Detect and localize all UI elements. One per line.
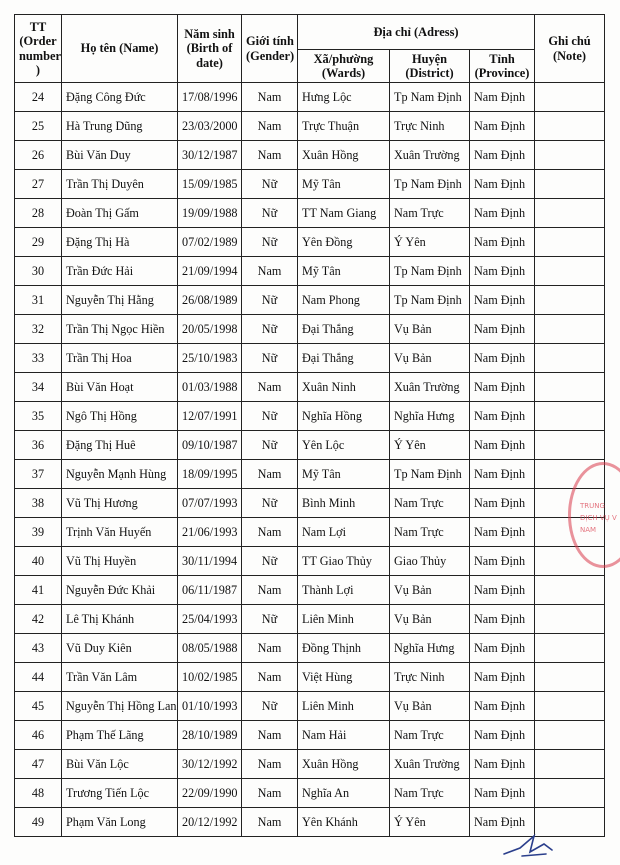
ward-cell: Nam Hải	[298, 721, 390, 750]
table-row	[15, 576, 605, 605]
province-cell: Nam Định	[470, 547, 535, 576]
ward-cell: Nghĩa Hồng	[298, 402, 390, 431]
name-cell: Ngô Thị Hồng	[62, 402, 178, 431]
name-cell: Nguyễn Thị Hồng Lan	[62, 692, 178, 721]
province-cell: Nam Định	[470, 431, 535, 460]
name-cell: Vũ Thị Huyền	[62, 547, 178, 576]
table-row	[15, 199, 605, 228]
table-row	[15, 257, 605, 286]
ward-cell: Hưng Lộc	[298, 83, 390, 112]
ward-cell: Liên Minh	[298, 692, 390, 721]
table-row	[15, 460, 605, 489]
district-cell: Xuân Trường	[390, 141, 470, 170]
table-row	[15, 721, 605, 750]
birth-date-cell: 21/06/1993	[178, 518, 242, 547]
ward-cell: Đồng Thịnh	[298, 634, 390, 663]
table-row	[15, 518, 605, 547]
province-cell: Nam Định	[470, 373, 535, 402]
table-row	[15, 663, 605, 692]
district-cell: Vụ Bản	[390, 605, 470, 634]
province-cell: Nam Định	[470, 460, 535, 489]
name-cell: Phạm Thế Lãng	[62, 721, 178, 750]
order-number-cell: 45	[15, 692, 62, 721]
province-cell: Nam Định	[470, 228, 535, 257]
note-cell	[535, 750, 605, 779]
name-cell: Bùi Văn Hoạt	[62, 373, 178, 402]
ward-cell: Xuân Hồng	[298, 750, 390, 779]
header-birth-date: Năm sinh (Birth of date)	[178, 15, 242, 83]
order-number-cell: 41	[15, 576, 62, 605]
gender-cell: Nữ	[242, 228, 298, 257]
name-cell: Vũ Thị Hương	[62, 489, 178, 518]
gender-cell: Nam	[242, 721, 298, 750]
order-number-cell: 38	[15, 489, 62, 518]
ward-cell: Yên Khánh	[298, 808, 390, 837]
province-cell: Nam Định	[470, 112, 535, 141]
ward-cell: TT Nam Giang	[298, 199, 390, 228]
name-cell: Bùi Văn Lộc	[62, 750, 178, 779]
header-note: Ghi chú (Note)	[535, 15, 605, 83]
province-cell: Nam Định	[470, 721, 535, 750]
gender-cell: Nam	[242, 576, 298, 605]
province-cell: Nam Định	[470, 605, 535, 634]
ward-cell: Nam Phong	[298, 286, 390, 315]
order-number-cell: 49	[15, 808, 62, 837]
name-cell: Trương Tiến Lộc	[62, 779, 178, 808]
birth-date-cell: 28/10/1989	[178, 721, 242, 750]
ward-cell: Việt Hùng	[298, 663, 390, 692]
order-number-cell: 33	[15, 344, 62, 373]
birth-date-cell: 20/05/1998	[178, 315, 242, 344]
gender-cell: Nam	[242, 750, 298, 779]
order-number-cell: 35	[15, 402, 62, 431]
province-cell: Nam Định	[470, 634, 535, 663]
district-cell: Nam Trực	[390, 721, 470, 750]
table-row	[15, 779, 605, 808]
name-cell: Phạm Văn Long	[62, 808, 178, 837]
birth-date-cell: 17/08/1996	[178, 83, 242, 112]
province-cell: Nam Định	[470, 199, 535, 228]
province-cell: Nam Định	[470, 141, 535, 170]
note-cell	[535, 721, 605, 750]
birth-date-cell: 30/11/1994	[178, 547, 242, 576]
birth-date-cell: 20/12/1992	[178, 808, 242, 837]
province-cell: Nam Định	[470, 779, 535, 808]
district-cell: Nam Trực	[390, 199, 470, 228]
order-number-cell: 42	[15, 605, 62, 634]
note-cell	[535, 228, 605, 257]
gender-cell: Nam	[242, 141, 298, 170]
table-row	[15, 83, 605, 112]
gender-cell: Nam	[242, 460, 298, 489]
name-cell: Vũ Duy Kiên	[62, 634, 178, 663]
birth-date-cell: 23/03/2000	[178, 112, 242, 141]
table-row	[15, 344, 605, 373]
name-cell: Nguyễn Thị Hằng	[62, 286, 178, 315]
order-number-cell: 48	[15, 779, 62, 808]
gender-cell: Nam	[242, 373, 298, 402]
name-cell: Trần Thị Hoa	[62, 344, 178, 373]
ward-cell: Thành Lợi	[298, 576, 390, 605]
note-cell	[535, 634, 605, 663]
gender-cell: Nữ	[242, 692, 298, 721]
table-row	[15, 315, 605, 344]
note-cell	[535, 112, 605, 141]
ward-cell: Trực Thuận	[298, 112, 390, 141]
birth-date-cell: 26/08/1989	[178, 286, 242, 315]
order-number-cell: 24	[15, 83, 62, 112]
birth-date-cell: 07/02/1989	[178, 228, 242, 257]
gender-cell: Nữ	[242, 199, 298, 228]
note-cell	[535, 315, 605, 344]
province-cell: Nam Định	[470, 692, 535, 721]
district-cell: Tp Nam Định	[390, 286, 470, 315]
table-row	[15, 489, 605, 518]
ward-cell: Liên Minh	[298, 605, 390, 634]
ward-cell: Đại Thắng	[298, 344, 390, 373]
district-cell: Nghĩa Hưng	[390, 402, 470, 431]
birth-date-cell: 30/12/1992	[178, 750, 242, 779]
name-cell: Trần Văn Lâm	[62, 663, 178, 692]
gender-cell: Nam	[242, 779, 298, 808]
province-cell: Nam Định	[470, 663, 535, 692]
ward-cell: Yên Đồng	[298, 228, 390, 257]
birth-date-cell: 09/10/1987	[178, 431, 242, 460]
district-cell: Tp Nam Định	[390, 460, 470, 489]
order-number-cell: 46	[15, 721, 62, 750]
table-row	[15, 605, 605, 634]
district-cell: Giao Thủy	[390, 547, 470, 576]
district-cell: Xuân Trường	[390, 750, 470, 779]
note-cell	[535, 402, 605, 431]
birth-date-cell: 01/03/1988	[178, 373, 242, 402]
gender-cell: Nam	[242, 634, 298, 663]
header-row-1	[15, 15, 605, 50]
birth-date-cell: 18/09/1995	[178, 460, 242, 489]
birth-date-cell: 10/02/1985	[178, 663, 242, 692]
province-cell: Nam Định	[470, 808, 535, 837]
table-row	[15, 692, 605, 721]
note-cell	[535, 779, 605, 808]
order-number-cell: 43	[15, 634, 62, 663]
province-cell: Nam Định	[470, 170, 535, 199]
note-cell	[535, 257, 605, 286]
order-number-cell: 25	[15, 112, 62, 141]
province-cell: Nam Định	[470, 489, 535, 518]
district-cell: Vụ Bản	[390, 315, 470, 344]
gender-cell: Nữ	[242, 547, 298, 576]
district-cell: Nam Trực	[390, 779, 470, 808]
district-cell: Ý Yên	[390, 808, 470, 837]
gender-cell: Nữ	[242, 605, 298, 634]
ward-cell: Mỹ Tân	[298, 170, 390, 199]
order-number-cell: 34	[15, 373, 62, 402]
gender-cell: Nam	[242, 112, 298, 141]
header-name: Họ tên (Name)	[62, 15, 178, 83]
gender-cell: Nữ	[242, 402, 298, 431]
ward-cell: Mỹ Tân	[298, 460, 390, 489]
birth-date-cell: 25/04/1993	[178, 605, 242, 634]
gender-cell: Nữ	[242, 489, 298, 518]
order-number-cell: 26	[15, 141, 62, 170]
gender-cell: Nữ	[242, 286, 298, 315]
table-row	[15, 750, 605, 779]
name-cell: Lê Thị Khánh	[62, 605, 178, 634]
birth-date-cell: 30/12/1987	[178, 141, 242, 170]
district-cell: Vụ Bản	[390, 692, 470, 721]
order-number-cell: 30	[15, 257, 62, 286]
order-number-cell: 47	[15, 750, 62, 779]
header-order-number: TT (Order number )	[15, 15, 62, 83]
name-cell: Trần Thị Duyên	[62, 170, 178, 199]
name-cell: Đặng Công Đức	[62, 83, 178, 112]
table-row	[15, 228, 605, 257]
province-cell: Nam Định	[470, 286, 535, 315]
table-row	[15, 547, 605, 576]
gender-cell: Nữ	[242, 344, 298, 373]
ward-cell: Xuân Hồng	[298, 141, 390, 170]
province-cell: Nam Định	[470, 344, 535, 373]
district-cell: Tp Nam Định	[390, 170, 470, 199]
name-cell: Đặng Thị Huê	[62, 431, 178, 460]
name-cell: Trịnh Văn Huyến	[62, 518, 178, 547]
table-row	[15, 402, 605, 431]
district-cell: Vụ Bản	[390, 344, 470, 373]
signature-mark	[500, 830, 560, 860]
name-cell: Bùi Văn Duy	[62, 141, 178, 170]
note-cell	[535, 692, 605, 721]
birth-date-cell: 12/07/1991	[178, 402, 242, 431]
ward-cell: Mỹ Tân	[298, 257, 390, 286]
name-cell: Trần Thị Ngọc Hiền	[62, 315, 178, 344]
note-cell	[535, 83, 605, 112]
birth-date-cell: 19/09/1988	[178, 199, 242, 228]
name-cell: Nguyễn Đức Khải	[62, 576, 178, 605]
roster-table	[14, 14, 605, 837]
order-number-cell: 36	[15, 431, 62, 460]
gender-cell: Nữ	[242, 431, 298, 460]
note-cell	[535, 344, 605, 373]
gender-cell: Nữ	[242, 315, 298, 344]
header-province: Tỉnh (Province)	[470, 50, 535, 83]
birth-date-cell: 25/10/1983	[178, 344, 242, 373]
birth-date-cell: 22/09/1990	[178, 779, 242, 808]
gender-cell: Nữ	[242, 170, 298, 199]
name-cell: Đặng Thị Hà	[62, 228, 178, 257]
gender-cell: Nam	[242, 663, 298, 692]
header-address: Địa chỉ (Adress)	[298, 15, 535, 50]
ward-cell: Xuân Ninh	[298, 373, 390, 402]
district-cell: Nghĩa Hưng	[390, 634, 470, 663]
gender-cell: Nam	[242, 518, 298, 547]
order-number-cell: 40	[15, 547, 62, 576]
table-row	[15, 141, 605, 170]
birth-date-cell: 15/09/1985	[178, 170, 242, 199]
name-cell: Hà Trung Dũng	[62, 112, 178, 141]
gender-cell: Nam	[242, 808, 298, 837]
birth-date-cell: 01/10/1993	[178, 692, 242, 721]
order-number-cell: 31	[15, 286, 62, 315]
header-gender: Giới tính (Gender)	[242, 15, 298, 83]
order-number-cell: 32	[15, 315, 62, 344]
province-cell: Nam Định	[470, 257, 535, 286]
table-row	[15, 634, 605, 663]
district-cell: Tp Nam Định	[390, 83, 470, 112]
district-cell: Tp Nam Định	[390, 257, 470, 286]
name-cell: Nguyễn Mạnh Hùng	[62, 460, 178, 489]
district-cell: Trực Ninh	[390, 663, 470, 692]
ward-cell: Nghĩa An	[298, 779, 390, 808]
ward-cell: Đại Thắng	[298, 315, 390, 344]
ward-cell: Bình Minh	[298, 489, 390, 518]
header-ward: Xã/phường (Wards)	[298, 50, 390, 83]
table-row	[15, 373, 605, 402]
table-row	[15, 112, 605, 141]
ward-cell: Yên Lộc	[298, 431, 390, 460]
district-cell: Vụ Bản	[390, 576, 470, 605]
province-cell: Nam Định	[470, 83, 535, 112]
order-number-cell: 27	[15, 170, 62, 199]
order-number-cell: 28	[15, 199, 62, 228]
gender-cell: Nam	[242, 83, 298, 112]
seal-text: TRUNG DỊCH VỤ V NAM	[580, 502, 617, 534]
note-cell	[535, 663, 605, 692]
ward-cell: TT Giao Thủy	[298, 547, 390, 576]
province-cell: Nam Định	[470, 576, 535, 605]
birth-date-cell: 08/05/1988	[178, 634, 242, 663]
birth-date-cell: 21/09/1994	[178, 257, 242, 286]
header-district: Huyện (District)	[390, 50, 470, 83]
province-cell: Nam Định	[470, 750, 535, 779]
note-cell	[535, 373, 605, 402]
name-cell: Đoàn Thị Gấm	[62, 199, 178, 228]
note-cell	[535, 576, 605, 605]
note-cell	[535, 170, 605, 199]
table-row	[15, 431, 605, 460]
order-number-cell: 44	[15, 663, 62, 692]
note-cell	[535, 286, 605, 315]
order-number-cell: 37	[15, 460, 62, 489]
note-cell	[535, 199, 605, 228]
ward-cell: Nam Lợi	[298, 518, 390, 547]
name-cell: Trần Đức Hải	[62, 257, 178, 286]
note-cell	[535, 141, 605, 170]
district-cell: Trực Ninh	[390, 112, 470, 141]
birth-date-cell: 06/11/1987	[178, 576, 242, 605]
order-number-cell: 29	[15, 228, 62, 257]
district-cell: Ý Yên	[390, 431, 470, 460]
district-cell: Nam Trực	[390, 489, 470, 518]
table-row	[15, 286, 605, 315]
table-row	[15, 170, 605, 199]
note-cell	[535, 431, 605, 460]
note-cell	[535, 605, 605, 634]
roster-body	[15, 83, 605, 837]
province-cell: Nam Định	[470, 518, 535, 547]
birth-date-cell: 07/07/1993	[178, 489, 242, 518]
district-cell: Xuân Trường	[390, 373, 470, 402]
order-number-cell: 39	[15, 518, 62, 547]
province-cell: Nam Định	[470, 402, 535, 431]
gender-cell: Nam	[242, 257, 298, 286]
district-cell: Nam Trực	[390, 518, 470, 547]
province-cell: Nam Định	[470, 315, 535, 344]
district-cell: Ý Yên	[390, 228, 470, 257]
